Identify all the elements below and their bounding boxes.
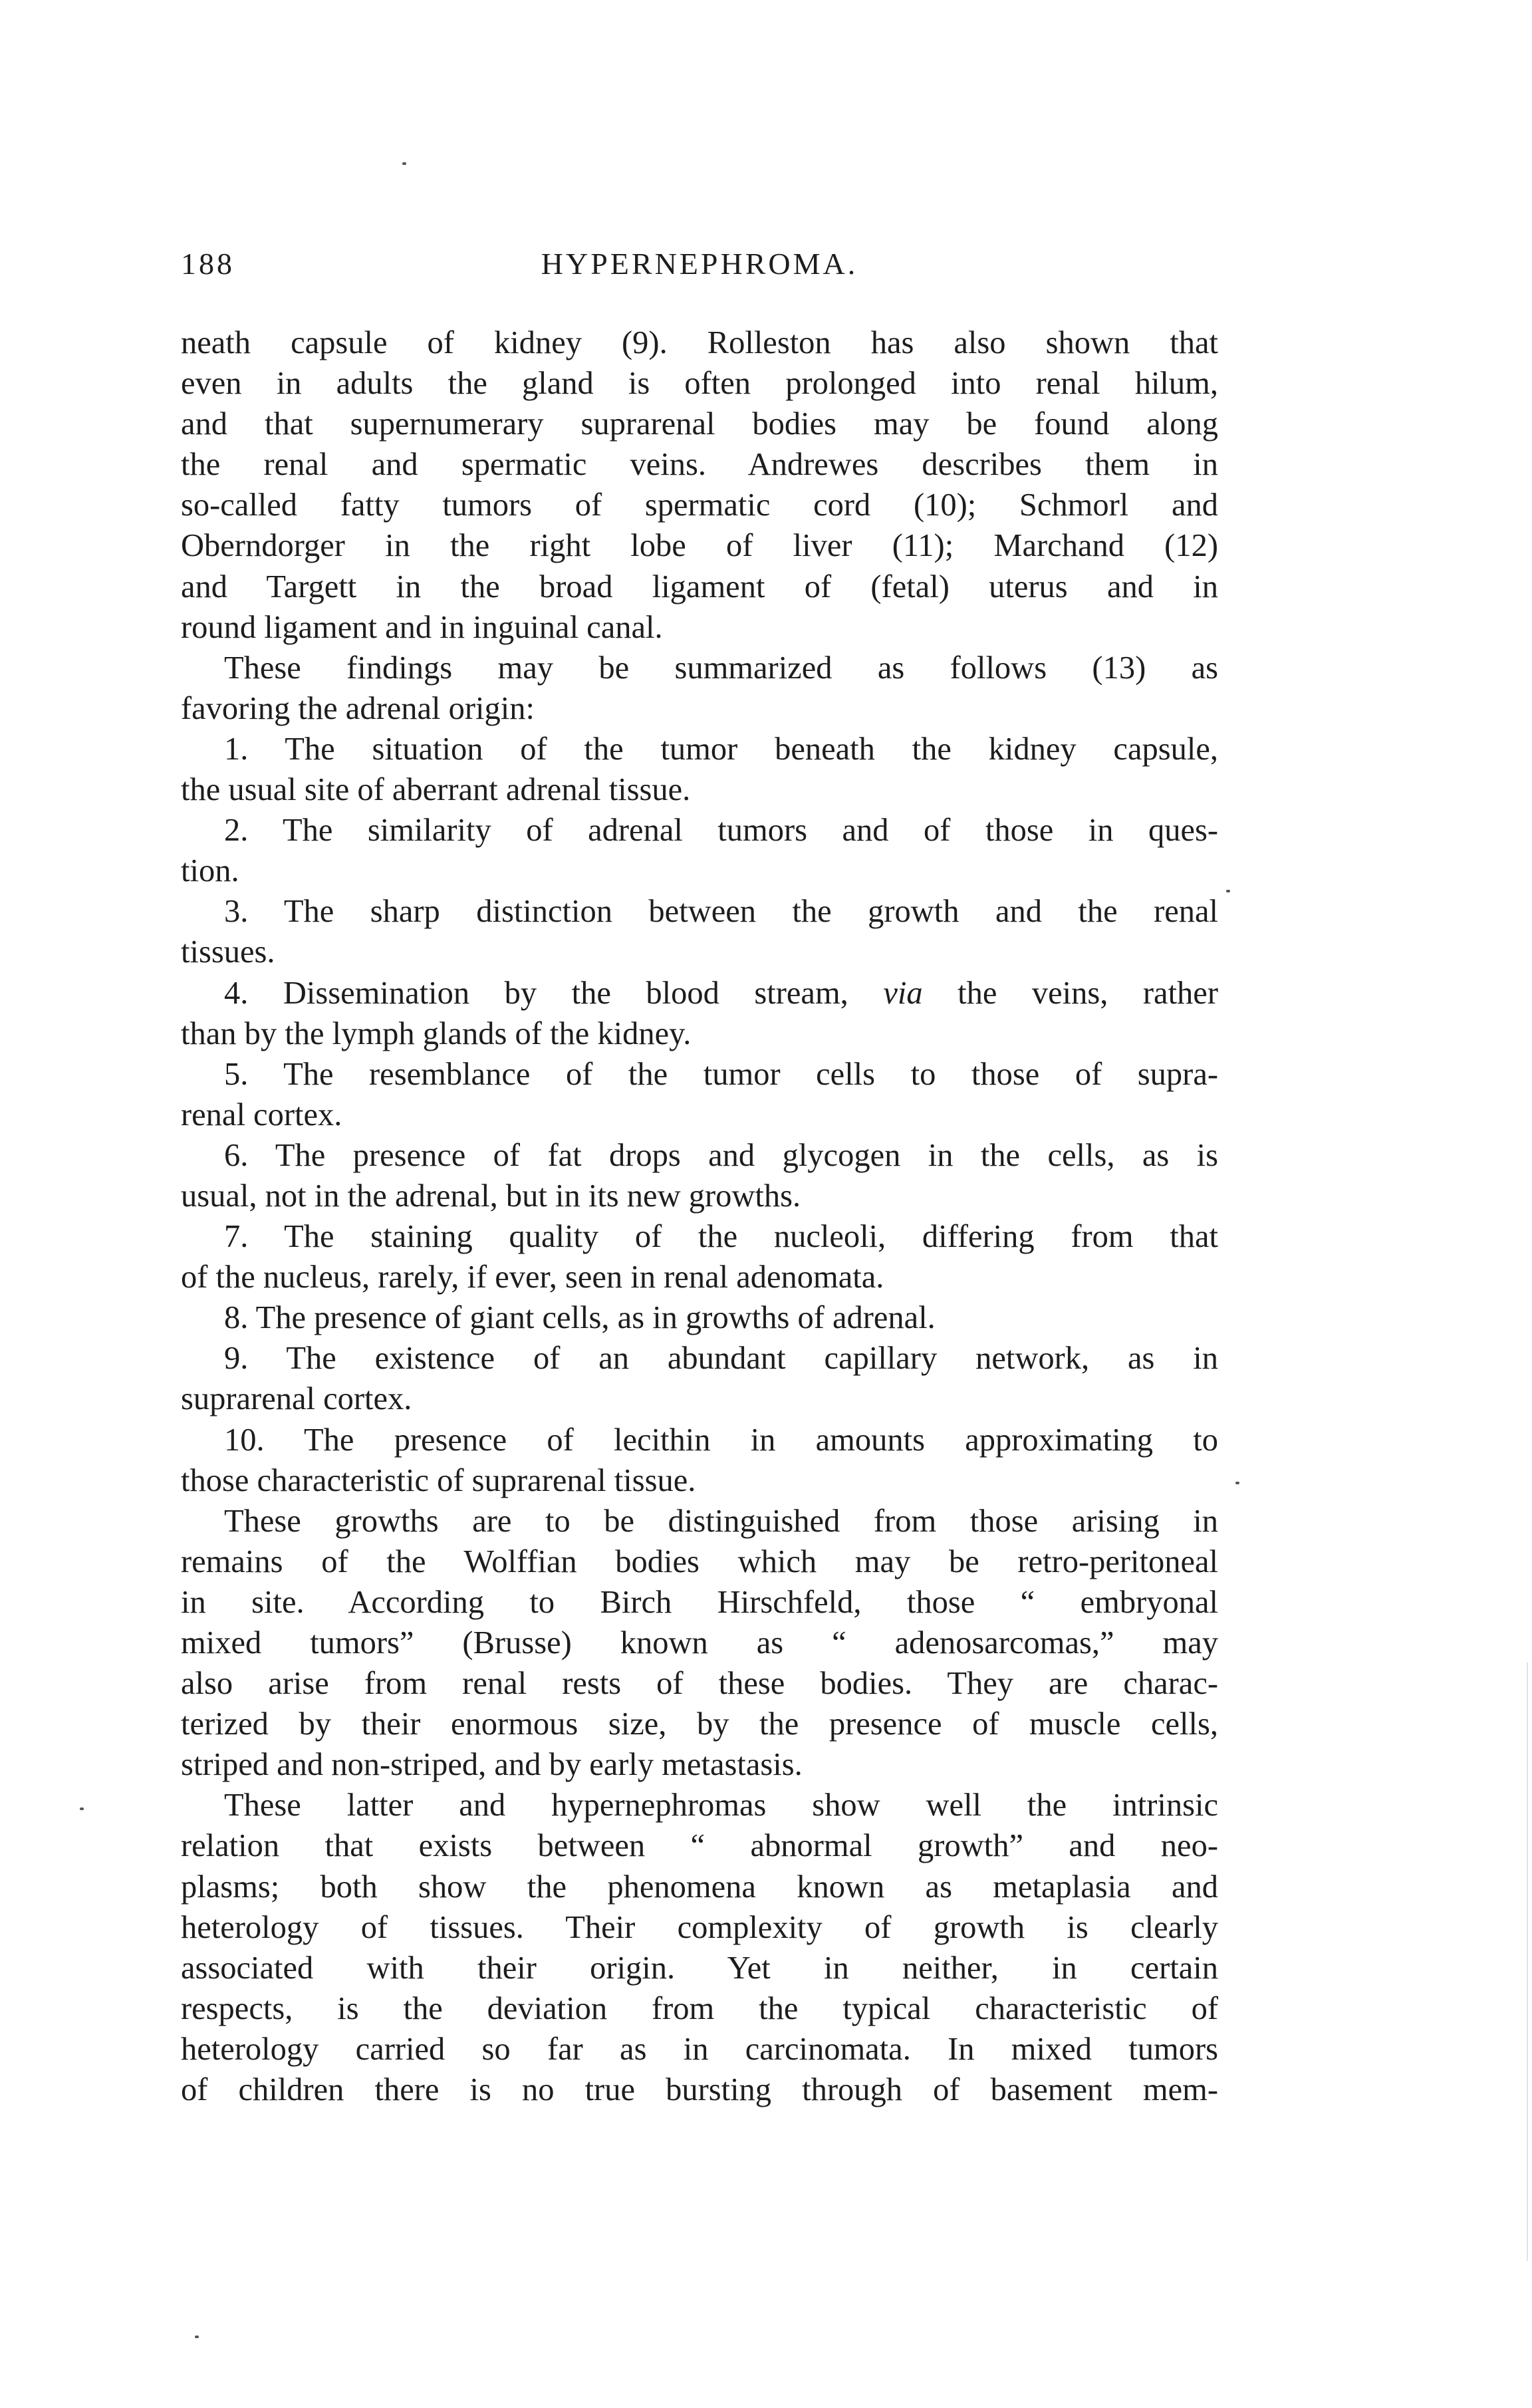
scan-speck — [195, 2336, 199, 2338]
list-item-4-line — [181, 973, 1218, 1013]
scan-speck — [1226, 890, 1230, 892]
text-line: neath capsule of kidney (9). Rolleston has also shown that — [181, 325, 1218, 360]
list-item-3-line: 3. The sharp distinction between the growth and the renal — [224, 894, 1218, 930]
text-line: those characteristic of suprarenal tissue. — [181, 1462, 696, 1498]
text-line: heterology of tissues. Their complexity of growth is clearly — [181, 1909, 1218, 1945]
text-line: of the nucleus, rarely, if ever, seen in renal adenomata. — [181, 1260, 884, 1295]
text-line: round ligament and in inguinal canal. — [181, 609, 663, 645]
list-item-10-line: 10. The presence of lecithin in amounts approximating to — [224, 1422, 1218, 1458]
text-line: so-called fatty tumors of spermatic cord (10); Schmorl and — [181, 487, 1218, 523]
text-line: Oberndorger in the right lobe of liver (11); Marchand (12) — [181, 528, 1218, 564]
page-edge-shadow — [1527, 1663, 1528, 2261]
text-line: terized by their enormous size, by the presence of muscle cells, — [181, 1706, 1218, 1742]
running-header — [181, 246, 1218, 286]
text-line: even in adults the gland is often prolonged into renal hilum, — [181, 366, 1218, 402]
via-emphasis: via — [883, 975, 923, 1011]
text-line: tissues. — [181, 934, 275, 970]
text-line: renal cortex. — [181, 1097, 342, 1133]
list-item-2-line: 2. The similarity of adrenal tumors and of those in ques- — [224, 813, 1218, 849]
text-line: relation that exists between “ abnormal growth” and neo- — [181, 1828, 1218, 1864]
text-line: heterology carried so far as in carcinomata. In mixed tumors — [181, 2031, 1218, 2067]
text-line: plasms; both show the phenomena known as metaplasia and — [181, 1869, 1218, 1905]
text-line: suprarenal cortex. — [181, 1381, 412, 1417]
scan-speck — [402, 162, 406, 165]
text-line: mixed tumors” (Brusse) known as “ adenosarcomas,” may — [181, 1625, 1218, 1661]
paragraph-start-line: These findings may be summarized as follows (13) as — [224, 650, 1218, 686]
paragraph-start-line: These latter and hypernephromas show well the intrinsic — [224, 1788, 1218, 1823]
body-text — [181, 323, 1218, 2110]
text-line: respects, is the deviation from the typical characteristic of — [181, 1990, 1218, 2026]
scan-speck — [80, 1807, 84, 1810]
text-line: striped and non-striped, and by early metastasis. — [181, 1747, 803, 1783]
list-item-1-line: 1. The situation of the tumor beneath the kidney capsule, — [224, 731, 1218, 767]
list-item-4-text-before: 4. Dissemination by the blood stream, — [224, 975, 884, 1011]
paragraph-start-line: These growths are to be distinguished from those arising in — [224, 1503, 1218, 1539]
text-line: usual, not in the adrenal, but in its new growths. — [181, 1178, 801, 1214]
list-item-8-line: 8. The presence of giant cells, as in growths of adrenal. — [224, 1300, 936, 1336]
text-line: and that supernumerary suprarenal bodies may be found along — [181, 406, 1218, 442]
running-title: HYPERNEPHROMA. — [541, 247, 858, 281]
scan-speck — [1235, 1482, 1239, 1484]
page-number: 188 — [181, 247, 235, 281]
text-line: and Targett in the broad ligament of (fetal) uterus and in — [181, 569, 1218, 604]
list-item-6-line: 6. The presence of fat drops and glycogen in the cells, as is — [224, 1137, 1218, 1173]
text-line: also arise from renal rests of these bodies. They are charac- — [181, 1666, 1218, 1702]
text-line: of children there is no true bursting through of basement mem- — [181, 2072, 1218, 2108]
text-line: favoring the adrenal origin: — [181, 690, 535, 726]
text-line: in site. According to Birch Hirschfeld, those “ embryonal — [181, 1584, 1218, 1620]
list-item-7-line: 7. The staining quality of the nucleoli, differing from that — [224, 1219, 1218, 1255]
text-line: tion. — [181, 853, 239, 889]
text-line: the renal and spermatic veins. Andrewes describes them in — [181, 447, 1218, 483]
list-item-9-line: 9. The existence of an abundant capillary network, as in — [224, 1341, 1218, 1377]
list-item-5-line: 5. The resemblance of the tumor cells to those of supra- — [224, 1056, 1218, 1092]
text-line: remains of the Wolffian bodies which may be retro-peritoneal — [181, 1543, 1218, 1579]
list-item-4-text-after: the veins, rather — [922, 975, 1218, 1011]
text-line: the usual site of aberrant adrenal tissue. — [181, 772, 691, 808]
text-line: than by the lymph glands of the kidney. — [181, 1015, 692, 1051]
text-line: associated with their origin. Yet in neither, in certain — [181, 1950, 1218, 1986]
